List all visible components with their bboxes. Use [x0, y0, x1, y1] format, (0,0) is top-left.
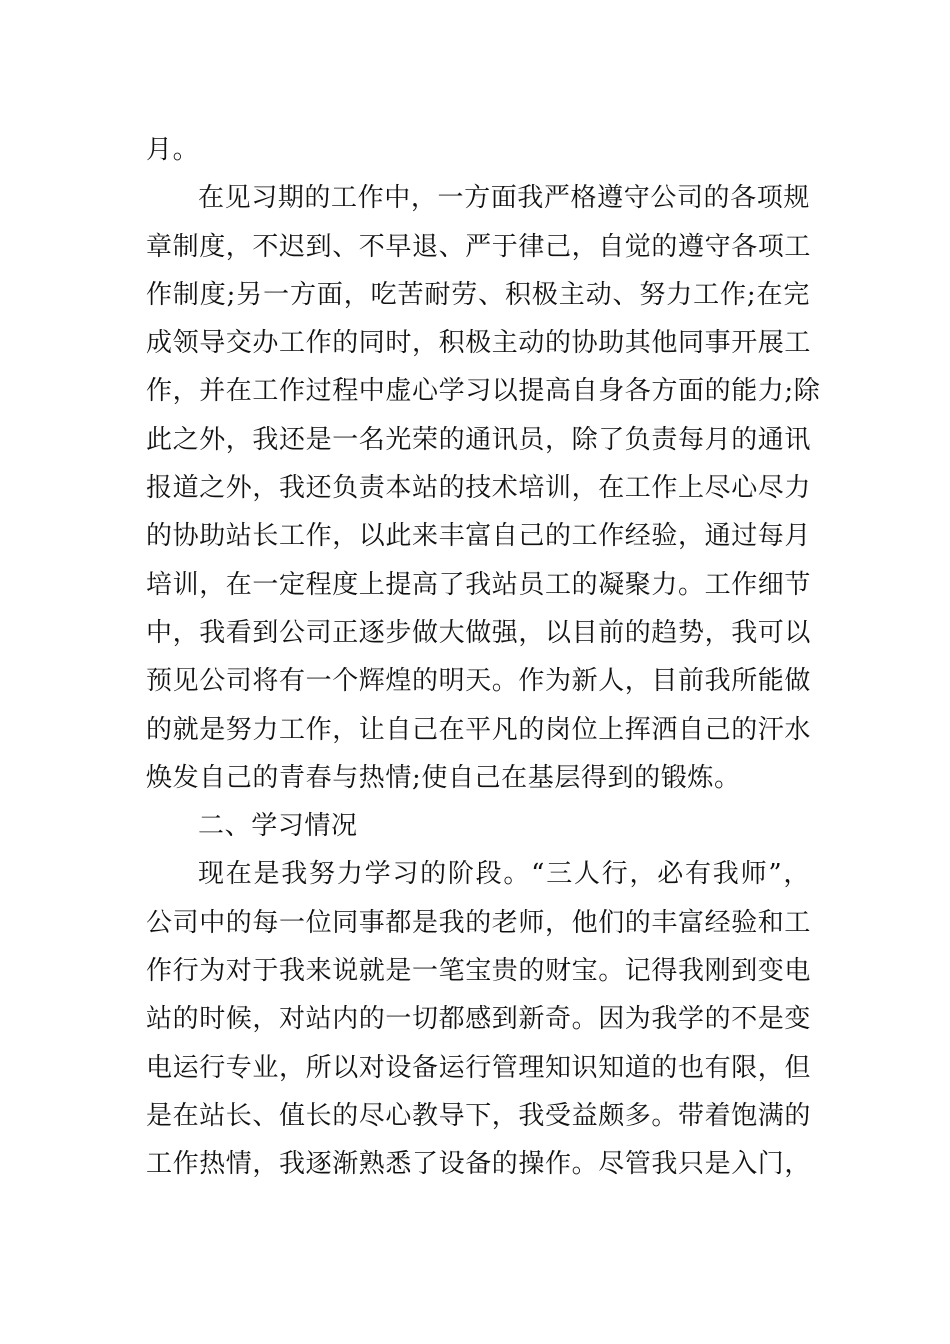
text-line: 中，我看到公司正逐步做大做强，以目前的趋势，我可以	[146, 617, 812, 648]
paragraph-end-line: 月。	[146, 135, 200, 165]
document-body	[146, 126, 821, 1189]
section-heading: 二、学习情况	[198, 811, 358, 842]
text-line: 的协助站长工作，以此来丰富自己的工作经验，通过每月	[146, 521, 812, 552]
text-line: 电运行专业，所以对设备运行管理知识知道的也有限，但	[146, 1052, 812, 1083]
paragraph-end-line: 焕发自己的青春与热情;使自己在基层得到的锻炼。	[146, 762, 741, 793]
text-line: 此之外，我还是一名光荣的通讯员，除了负责每月的通讯	[146, 424, 812, 455]
text-line: 成领导交办工作的同时，积极主动的协助其他同事开展工	[146, 328, 812, 359]
text-line: 的就是努力工作，让自己在平凡的岗位上挥洒自己的汗水	[146, 714, 812, 745]
text-line: 作行为对于我来说就是一笔宝贵的财宝。记得我刚到变电	[146, 956, 812, 987]
text-line: 作制度;另一方面，吃苦耐劳、积极主动、努力工作;在完	[146, 279, 810, 310]
text-line: 站的时候，对站内的一切都感到新奇。因为我学的不是变	[146, 1004, 812, 1035]
text-line: 公司中的每一位同事都是我的老师，他们的丰富经验和工	[146, 907, 812, 938]
text-line: 预见公司将有一个辉煌的明天。作为新人，目前我所能做	[146, 666, 812, 697]
text-line: 作，并在工作过程中虚心学习以提高自身各方面的能力;除	[146, 376, 821, 407]
text-line: 培训，在一定程度上提高了我站员工的凝聚力。工作细节	[146, 569, 812, 600]
paragraph-first-line: 在见习期的工作中，一方面我严格遵守公司的各项规	[198, 183, 810, 214]
text-line: 章制度，不迟到、不早退、严于律己，自觉的遵守各项工	[146, 231, 812, 262]
paragraph-first-line: 现在是我努力学习的阶段。“三人行，必有我师”，	[198, 859, 810, 890]
text-line: 是在站长、值长的尽心教导下，我受益颇多。带着饱满的	[146, 1100, 812, 1131]
text-line: 工作热情，我逐渐熟悉了设备的操作。尽管我只是入门，	[146, 1149, 812, 1180]
text-line: 报道之外，我还负责本站的技术培训，在工作上尽心尽力	[146, 473, 812, 504]
